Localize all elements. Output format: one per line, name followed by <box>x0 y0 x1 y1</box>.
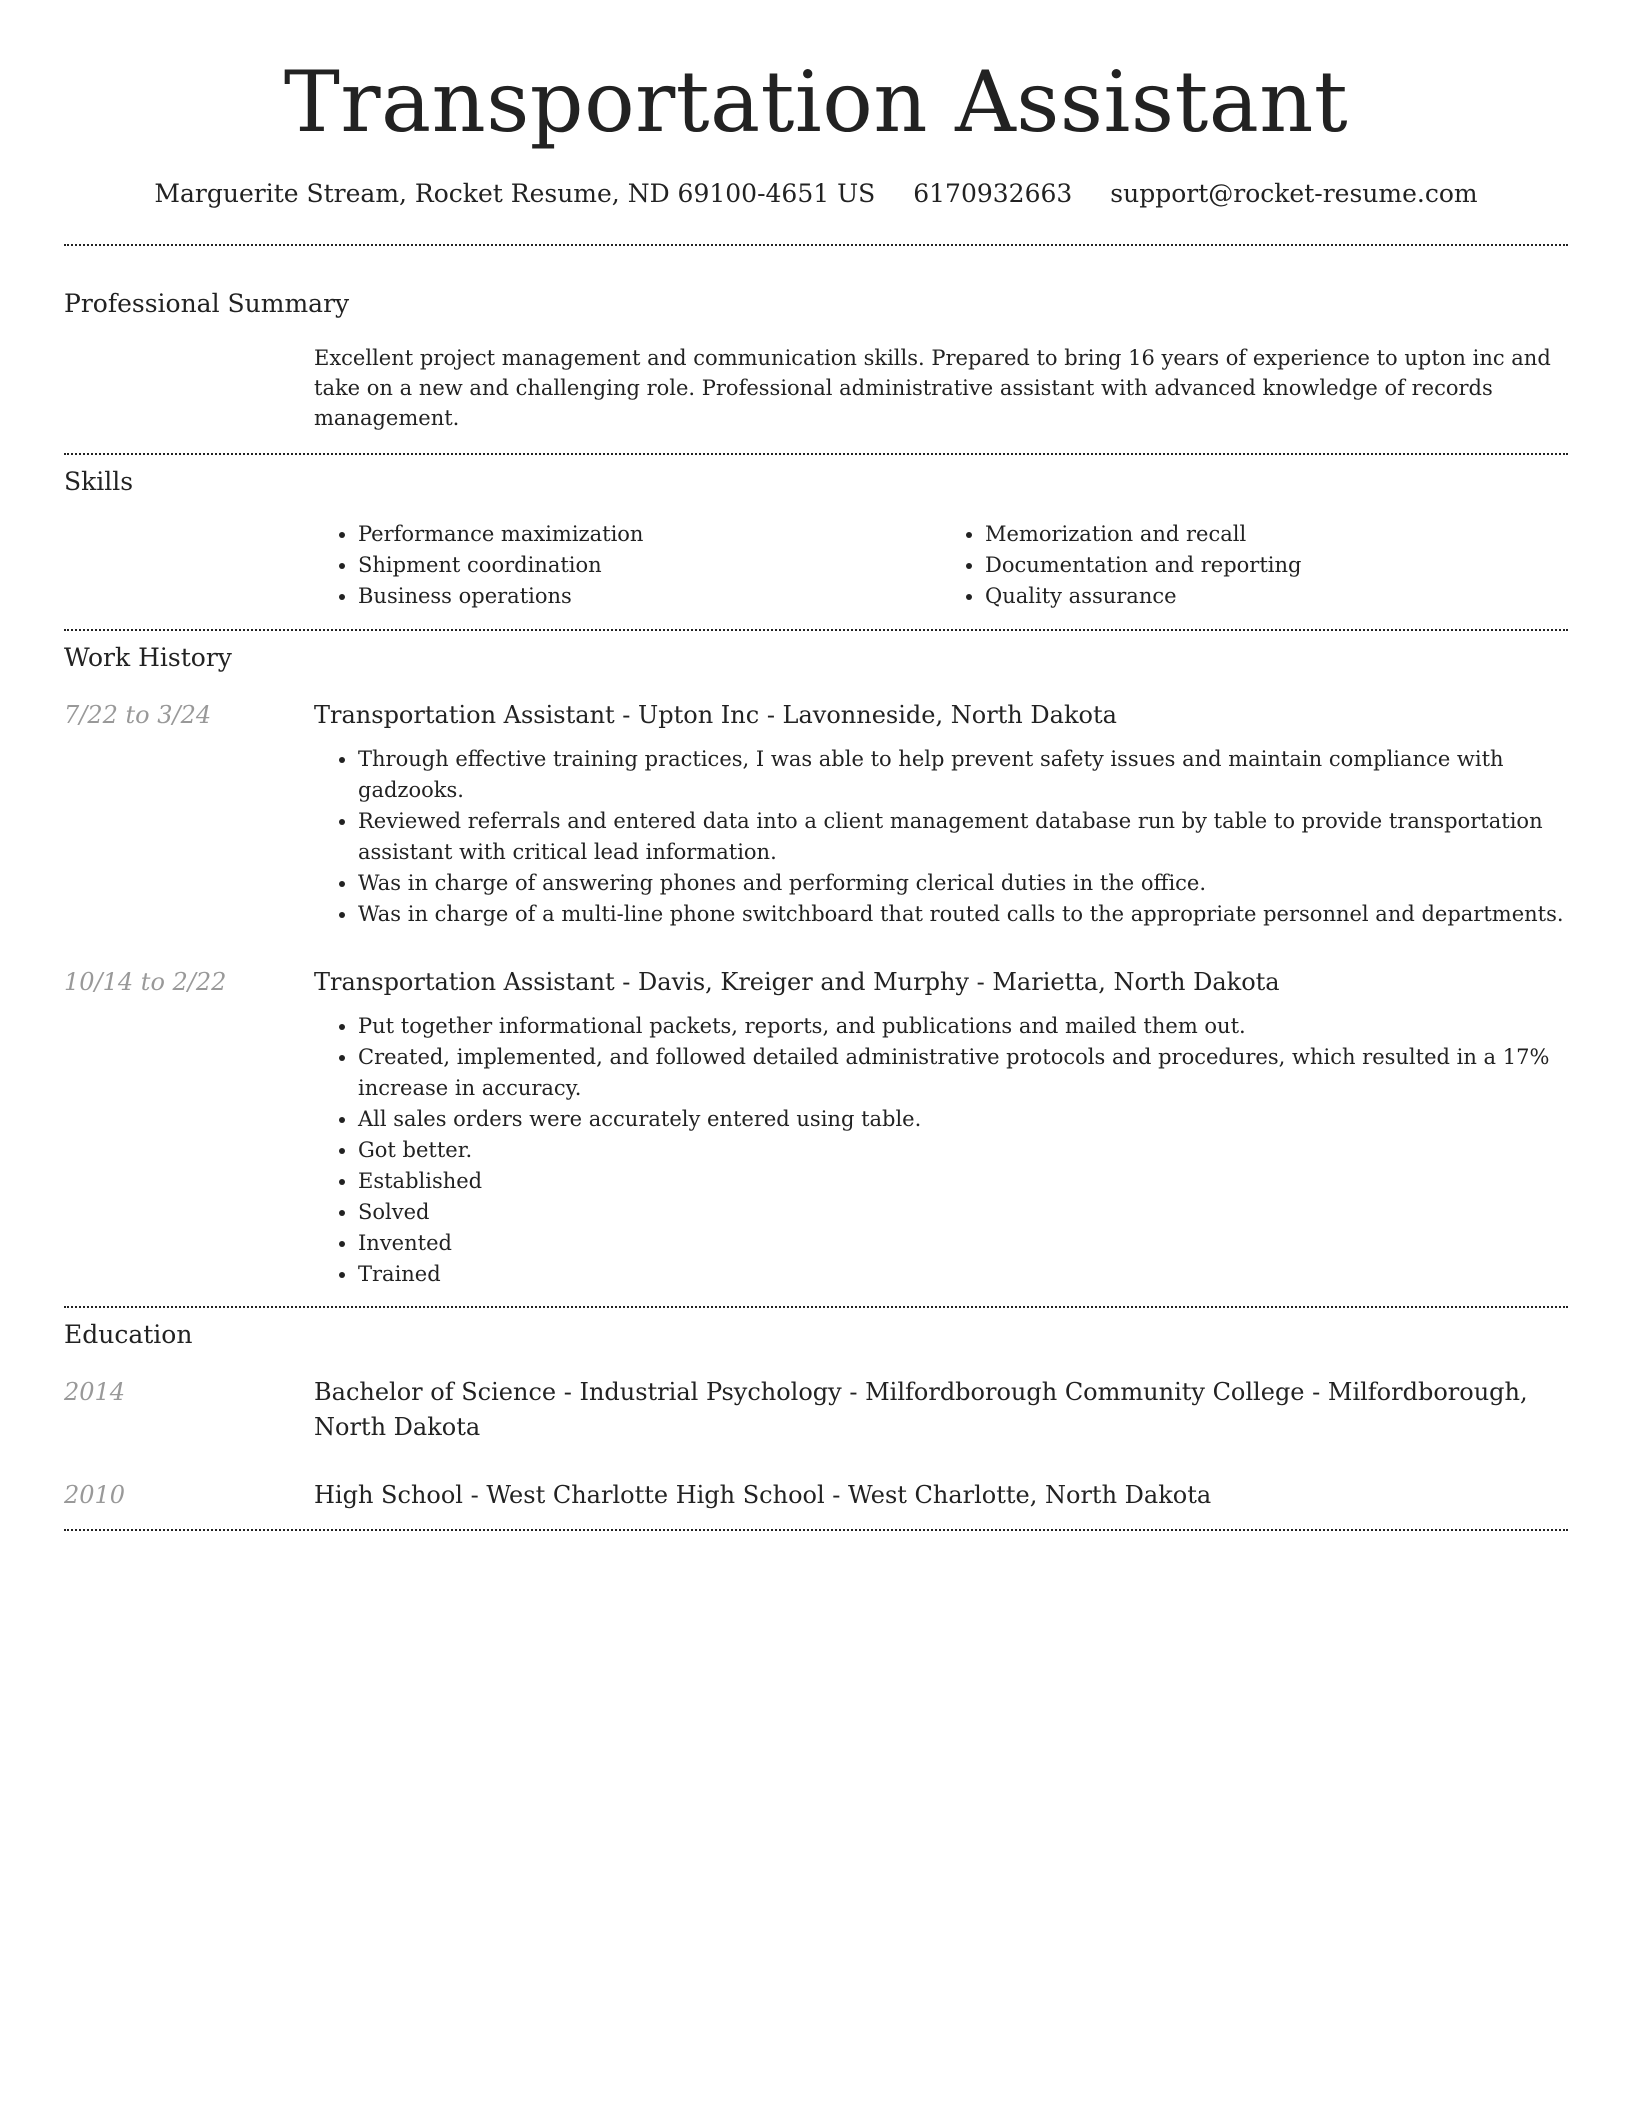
work-heading: Work History <box>64 643 232 672</box>
skill-item: • Quality assurance <box>985 581 1568 612</box>
resume-page <box>64 0 1568 1531</box>
work-section <box>64 631 1568 1290</box>
job-bullet: • All sales orders were accurately entered using table. <box>358 1104 1568 1135</box>
job-bullet: • Created, implemented, and followed detailed administrative protocols and procedures, which resulted in a 17% increase in accuracy. <box>358 1042 1568 1104</box>
job-bullets <box>314 1011 1568 1290</box>
job-bullet: • Put together informational packets, reports, and publications and mailed them out. <box>358 1011 1568 1042</box>
job-heading <box>314 965 1568 999</box>
skills-list-right <box>941 519 1568 612</box>
contact-address: Marguerite Stream, Rocket Resume, ND 69100-4651 US <box>154 179 876 208</box>
education-year: 2014 <box>64 1378 126 1406</box>
job-role: Transportation Assistant <box>314 968 615 996</box>
job-entry <box>64 698 1568 930</box>
education-year: 2010 <box>64 1481 126 1509</box>
job-bullet: • Solved <box>358 1197 1568 1228</box>
job-bullets <box>314 744 1568 930</box>
education-degree: Bachelor of Science - Industrial Psychology <box>314 1378 842 1406</box>
contact-email: support@rocket-resume.com <box>1110 179 1478 208</box>
skill-item: • Performance maximization <box>358 519 941 550</box>
job-bullet: • Was in charge of a multi-line phone switchboard that routed calls to the appropriate personnel and departments. <box>358 899 1568 930</box>
education-school: - Milfordborough Community College - Milfordborough, North Dakota <box>314 1378 1528 1441</box>
job-company-location: - Upton Inc - Lavonneside, North Dakota <box>614 701 1117 729</box>
education-heading-line <box>314 1478 1568 1513</box>
summary-heading: Professional Summary <box>64 289 350 318</box>
education-degree: High School <box>314 1481 463 1509</box>
skill-item: • Shipment coordination <box>358 550 941 581</box>
education-entry <box>64 1478 1568 1513</box>
job-bullet: • Invented <box>358 1228 1568 1259</box>
job-heading <box>314 698 1568 732</box>
contact-line <box>64 178 1568 210</box>
job-bullet: • Was in charge of answering phones and performing clerical duties in the office. <box>358 868 1568 899</box>
education-section <box>64 1308 1568 1513</box>
job-role: Transportation Assistant <box>314 701 615 729</box>
skill-item: • Business operations <box>358 581 941 612</box>
skill-item: • Memorization and recall <box>985 519 1568 550</box>
job-bullet: • Established <box>358 1166 1568 1197</box>
skills-section <box>64 455 1568 612</box>
job-entry <box>64 965 1568 1290</box>
skill-item: • Documentation and reporting <box>985 550 1568 581</box>
job-bullet: • Trained <box>358 1259 1568 1290</box>
skills-heading: Skills <box>64 467 134 496</box>
job-bullet: • Got better. <box>358 1135 1568 1166</box>
summary-section <box>64 246 1568 433</box>
resume-title: Transportation Assistant <box>283 53 1349 151</box>
job-dates: 10/14 to 2/22 <box>64 968 227 996</box>
summary-text: Excellent project management and communication skills. Prepared to bring 16 years of experience to upton inc and take on a new and challenging role. Professional administrative assistant with advanced knowledge of records management. <box>314 346 1551 430</box>
job-dates: 7/22 to 3/24 <box>64 701 212 729</box>
job-company-location: - Davis, Kreiger and Murphy - Marietta, North Dakota <box>614 968 1280 996</box>
skills-list-left <box>314 519 941 612</box>
education-heading-line <box>314 1375 1568 1445</box>
education-entry <box>64 1375 1568 1445</box>
divider <box>64 1529 1568 1531</box>
job-bullet: • Reviewed referrals and entered data into a client management database run by table to provide transportation assistant with critical lead information. <box>358 806 1568 868</box>
education-heading: Education <box>64 1320 193 1349</box>
contact-phone: 6170932663 <box>913 179 1073 208</box>
education-school: - West Charlotte High School - West Charlotte, North Dakota <box>462 1481 1212 1509</box>
job-bullet: • Through effective training practices, I was able to help prevent safety issues and maintain compliance with gadzooks. <box>358 744 1568 806</box>
